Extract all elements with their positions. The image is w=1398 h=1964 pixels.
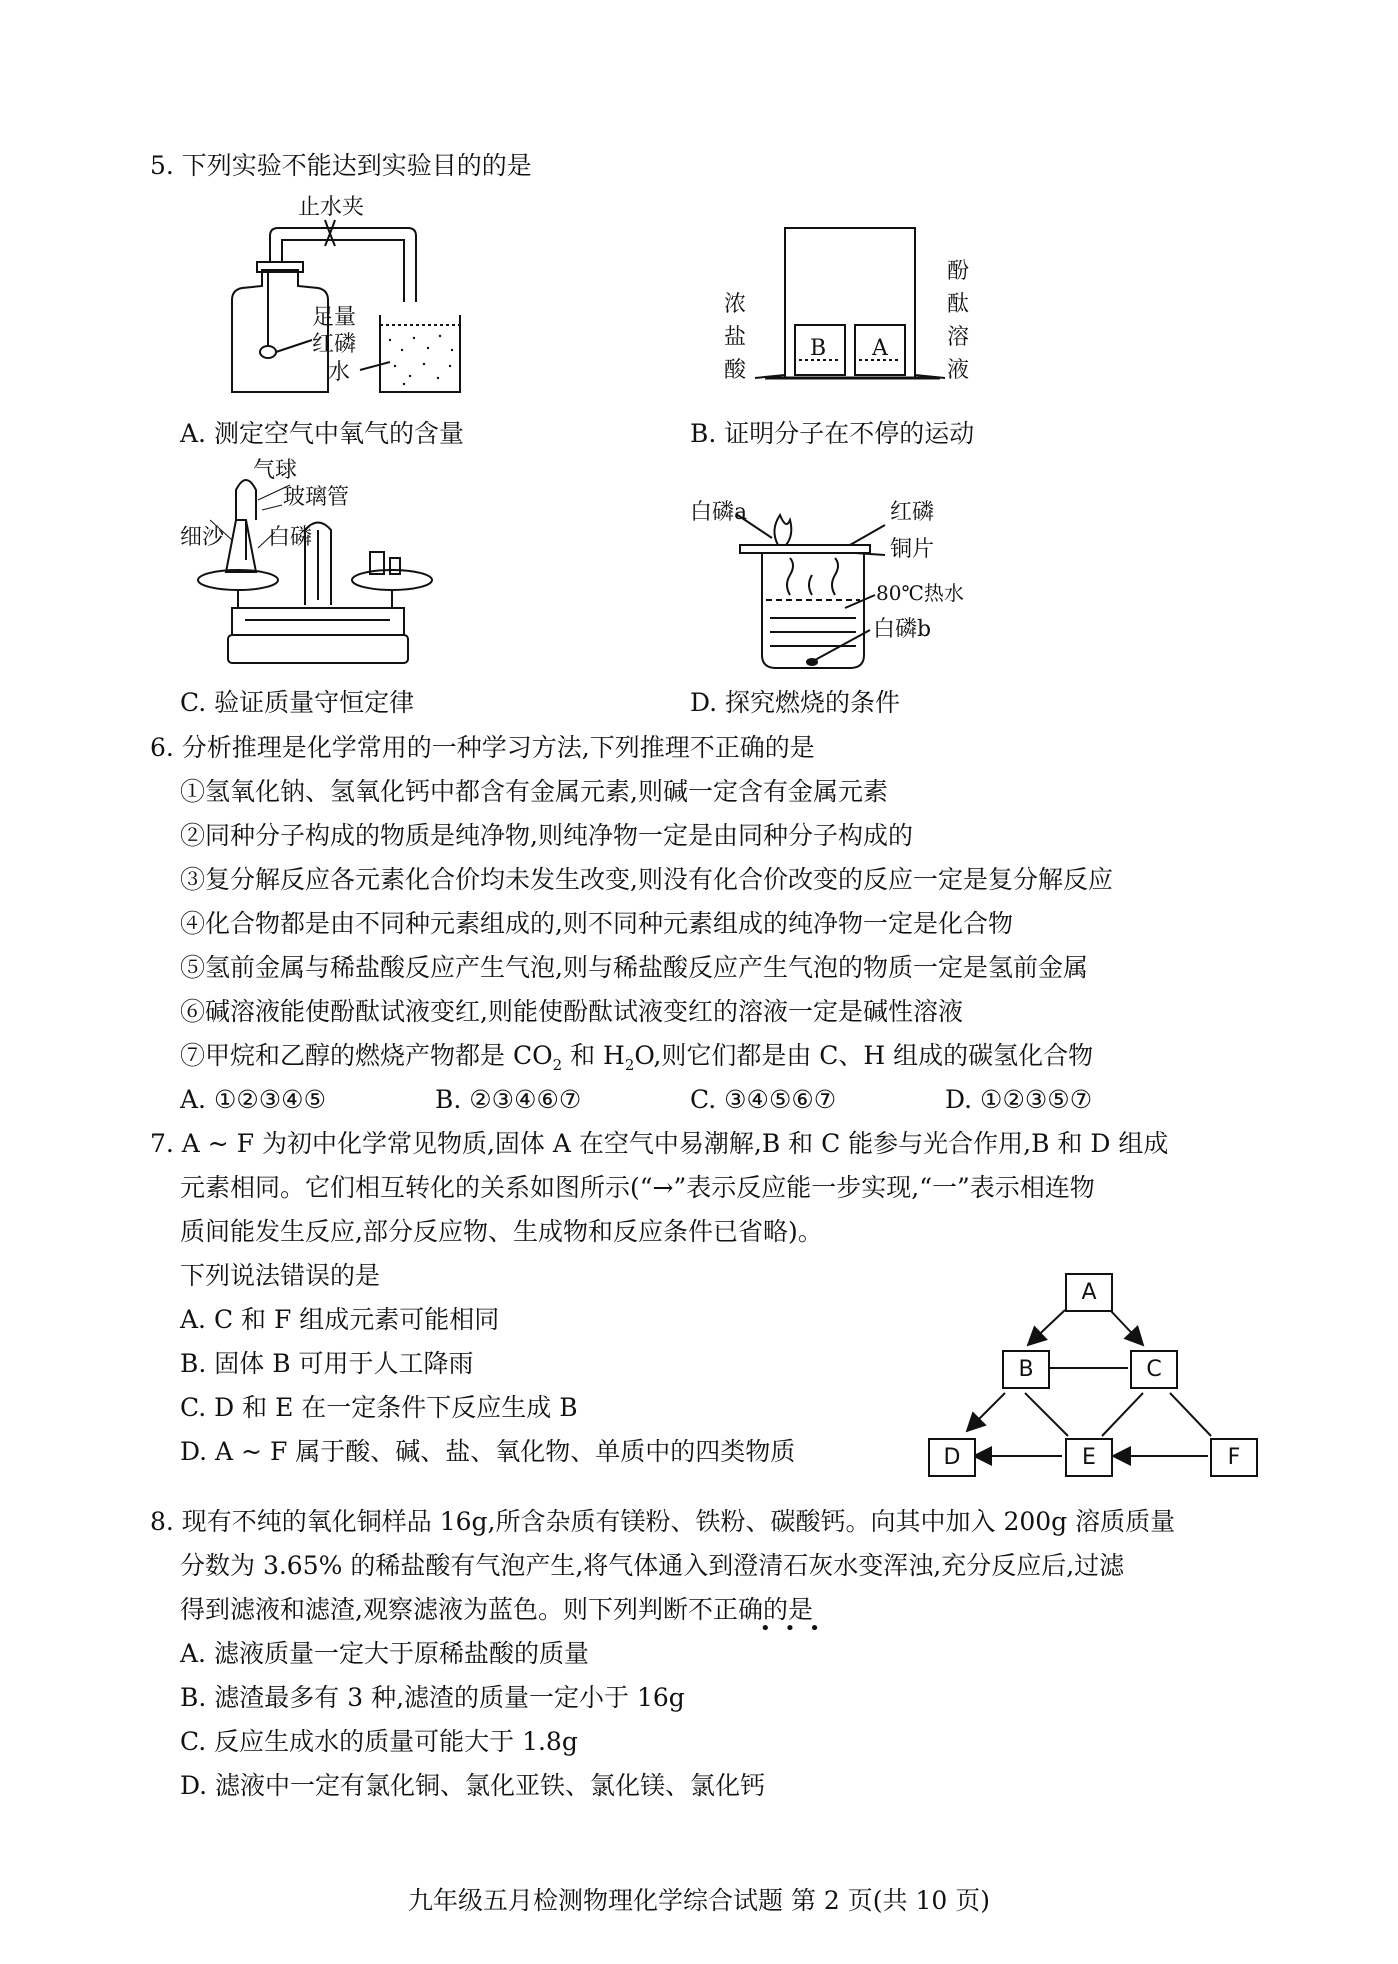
beaker-b-label: B xyxy=(810,336,827,361)
q8-option-d: D. 滤液中一定有氯化铜、氯化亚铁、氯化镁、氯化钙 xyxy=(180,1771,766,1800)
water-label: 水 xyxy=(328,360,351,385)
q6-option-b: B. ②③④⑥⑦ xyxy=(435,1085,582,1114)
q7-option-d: D. A ~ F 属于酸、碱、盐、氧化物、单质中的四类物质 xyxy=(180,1437,796,1466)
beaker-a-label: A xyxy=(872,336,888,361)
q6-item-1: ①氢氧化钠、氢氧化钙中都含有金属元素,则碱一定含有金属元素 xyxy=(180,777,888,806)
q6-option-c: C. ③④⑤⑥⑦ xyxy=(690,1085,837,1114)
phenolphthalein-label: 酚酞溶液 xyxy=(946,259,969,383)
figure-a-caption: A. 测定空气中氧气的含量 xyxy=(180,419,464,448)
white-phosphorus-b-label: 白磷b xyxy=(873,617,932,642)
q6-item-7: ⑦甲烷和乙醇的燃烧产物都是 $CO_2$ 和 $H_2O$,则它们都是由 C、H 组成的碳氢化合物 xyxy=(180,1041,1094,1074)
node-b: B xyxy=(1002,1350,1050,1389)
hot-water-label: 80℃热水 xyxy=(876,581,964,605)
red-phosphorus-label-1: 足量 xyxy=(312,305,357,330)
q7-stem-line-2: 元素相同。它们相互转化的关系如图所示(“→”表示反应能一步实现,“一”表示相连物 xyxy=(180,1173,1095,1202)
emphasis-dots: ••• xyxy=(760,1618,834,1639)
q6-item-3: ③复分解反应各元素化合价均未发生改变,则没有化合价改变的反应一定是复分解反应 xyxy=(180,865,1113,894)
node-a: A xyxy=(1065,1273,1113,1312)
q7-stem-line-3: 质间能发生反应,部分反应物、生成物和反应条件已省略)。 xyxy=(180,1217,823,1246)
q8-stem-line-1: 8. 现有不纯的氧化铜样品 16g,所含杂质有镁粉、铁粉、碳酸钙。向其中加入 200g 溶质质量 xyxy=(150,1507,1176,1536)
glass-tube-label: 玻璃管 xyxy=(283,485,350,510)
q8-option-b: B. 滤渣最多有 3 种,滤渣的质量一定小于 16g xyxy=(180,1683,685,1712)
node-d: D xyxy=(928,1438,976,1477)
q6-option-d: D. ①②③⑤⑦ xyxy=(945,1085,1093,1114)
q8-stem-line-3: 得到滤液和滤渣,观察滤液为蓝色。则下列判断不正确的是 xyxy=(180,1595,813,1624)
q6-item-4: ④化合物都是由不同种元素组成的,则不同种元素组成的纯净物一定是化合物 xyxy=(180,909,1013,938)
page-footer: 九年级五月检测物理化学综合试题 第 2 页(共 10 页) xyxy=(408,1886,990,1915)
red-phosphorus-label: 红磷 xyxy=(890,500,935,525)
figure-c-caption: C. 验证质量守恒定律 xyxy=(180,688,415,717)
q6-item-2: ②同种分子构成的物质是纯净物,则纯净物一定是由同种分子构成的 xyxy=(180,821,913,850)
q7-option-b: B. 固体 B 可用于人工降雨 xyxy=(180,1349,474,1378)
q6-option-a: A. ①②③④⑤ xyxy=(180,1085,327,1114)
figure-d-caption: D. 探究燃烧的条件 xyxy=(690,688,901,717)
red-phosphorus-label-2: 红磷 xyxy=(312,332,357,357)
white-phosphorus-a-label: 白磷a xyxy=(690,500,748,525)
q6-item-6: ⑥碱溶液能使酚酞试液变红,则能使酚酞试液变红的溶液一定是碱性溶液 xyxy=(180,997,963,1026)
node-e: E xyxy=(1065,1438,1113,1477)
q7-prompt: 下列说法错误的是 xyxy=(180,1261,381,1290)
balloon-label: 气球 xyxy=(253,458,298,483)
q7-option-a: A. C 和 F 组成元素可能相同 xyxy=(180,1305,500,1334)
node-f: F xyxy=(1210,1438,1258,1477)
fine-sand-label: 细沙 xyxy=(180,525,225,550)
copper-sheet-label: 铜片 xyxy=(890,537,935,562)
conc-hcl-label: 浓盐酸 xyxy=(723,292,746,383)
q8-option-a: A. 滤液质量一定大于原稀盐酸的质量 xyxy=(180,1639,589,1668)
q7-stem-line-1: 7. A ~ F 为初中化学常见物质,固体 A 在空气中易潮解,B 和 C 能参与光合作用,B 和 D 组成 xyxy=(150,1129,1169,1158)
q6-item-5: ⑤氢前金属与稀盐酸反应产生气泡,则与稀盐酸反应产生气泡的物质一定是氢前金属 xyxy=(180,953,1088,982)
node-c: C xyxy=(1130,1350,1178,1389)
q6-stem: 6. 分析推理是化学常用的一种学习方法,下列推理不正确的是 xyxy=(150,733,815,762)
figure-b-caption: B. 证明分子在不停的运动 xyxy=(690,419,975,448)
clip-label: 止水夹 xyxy=(298,195,365,220)
q8-option-c: C. 反应生成水的质量可能大于 1.8g xyxy=(180,1727,578,1756)
q5-stem: 5. 下列实验不能达到实验目的的是 xyxy=(150,151,532,180)
q8-stem-line-2: 分数为 3.65% 的稀盐酸有气泡产生,将气体通入到澄清石灰水变浑浊,充分反应后,过滤 xyxy=(180,1551,1125,1580)
q7-option-c: C. D 和 E 在一定条件下反应生成 B xyxy=(180,1393,578,1422)
white-phosphorus-label: 白磷 xyxy=(268,525,313,550)
